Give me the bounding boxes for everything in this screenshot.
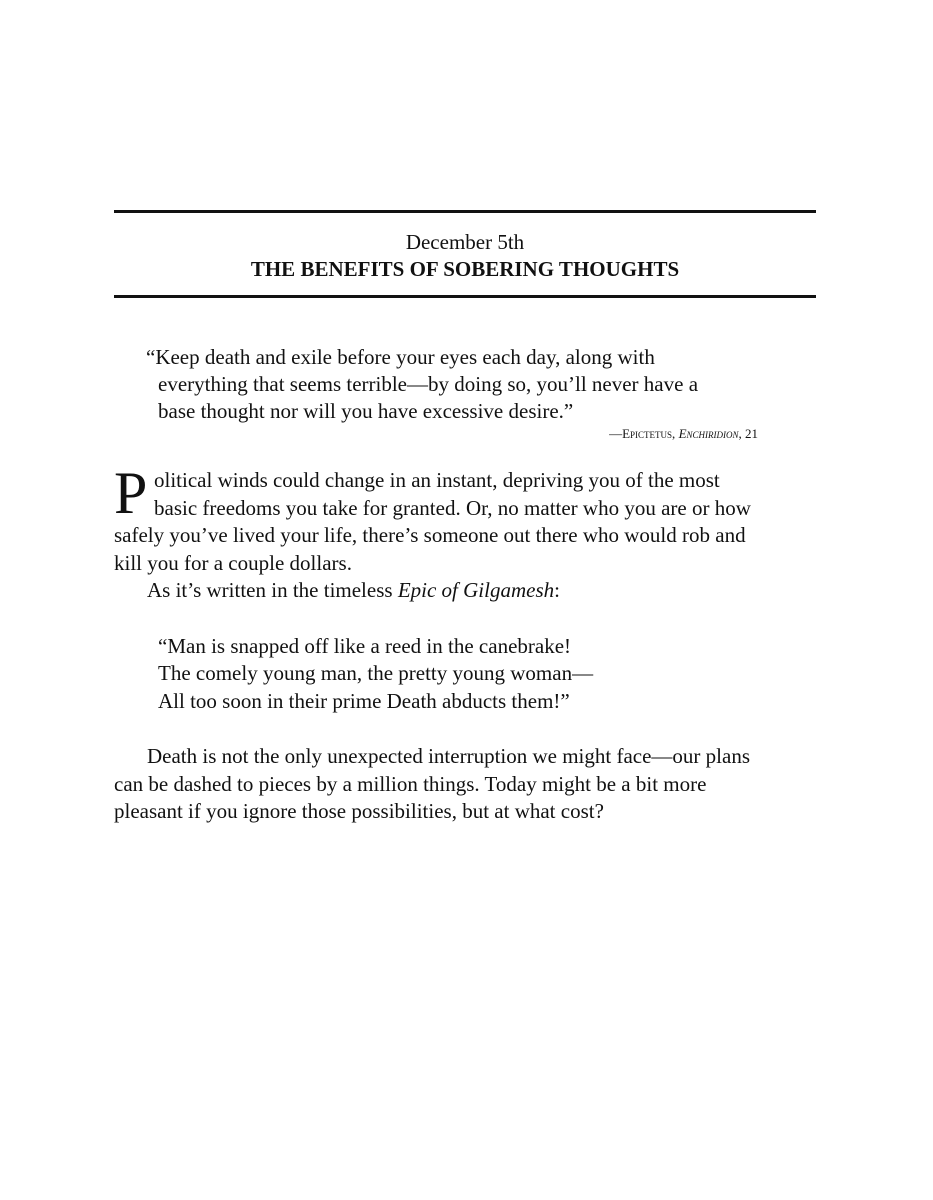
body-line: safely you’ve lived your life, there’s someone out there who would rob and	[114, 523, 746, 547]
attribution-section: , 21	[738, 426, 758, 441]
gilgamesh-title: Epic of Gilgamesh	[397, 578, 555, 602]
gilgamesh-colon: :	[554, 578, 560, 602]
entry-title: THE BENEFITS OF SOBERING THOUGHTS	[250, 257, 680, 281]
gilgamesh-intro: As it’s written in the timeless	[147, 578, 398, 602]
epigraph-line: base thought nor will you have excessive desire.”	[158, 399, 574, 423]
page-content	[114, 210, 816, 826]
attribution-work: Enchiridion	[678, 426, 739, 441]
body-line: basic freedoms you take for granted. Or, no matter who you are or how	[154, 495, 751, 520]
poem-quote	[114, 633, 816, 716]
body-line: kill you for a couple dollars.	[114, 550, 352, 575]
body-text	[114, 460, 816, 826]
epigraph-line: everything that seems terrible—by doing so, you’ll never have a	[158, 372, 699, 396]
header	[114, 213, 816, 295]
body-line: pleasant if you ignore those possibilities, but at what cost?	[114, 799, 604, 823]
body-line: olitical winds could change in an instant, depriving you of the most	[154, 468, 720, 492]
drop-cap: P	[114, 460, 148, 526]
epigraph-quote	[114, 344, 796, 443]
paragraph-1	[114, 460, 816, 577]
body-line	[114, 577, 816, 605]
poem-line: “Man is snapped off like a reed in the canebrake!	[158, 633, 572, 658]
epigraph-line: “Keep death and exile before your eyes each day, along with	[146, 345, 655, 369]
entry-date: December 5th	[405, 230, 525, 254]
attribution-author: —Epictetus,	[609, 426, 679, 441]
paragraph-3	[114, 743, 816, 826]
body-line: can be dashed to pieces by a million things. Today might be a bit more	[114, 771, 707, 796]
poem-line: All too soon in their prime Death abducts them!”	[158, 688, 570, 713]
paragraph-2	[114, 577, 816, 605]
header-bottom-rule	[114, 295, 816, 298]
body-line: Death is not the only unexpected interruption we might face—our plans	[147, 744, 751, 768]
poem-line: The comely young man, the pretty young woman—	[158, 661, 594, 685]
epigraph-attribution	[146, 425, 796, 443]
